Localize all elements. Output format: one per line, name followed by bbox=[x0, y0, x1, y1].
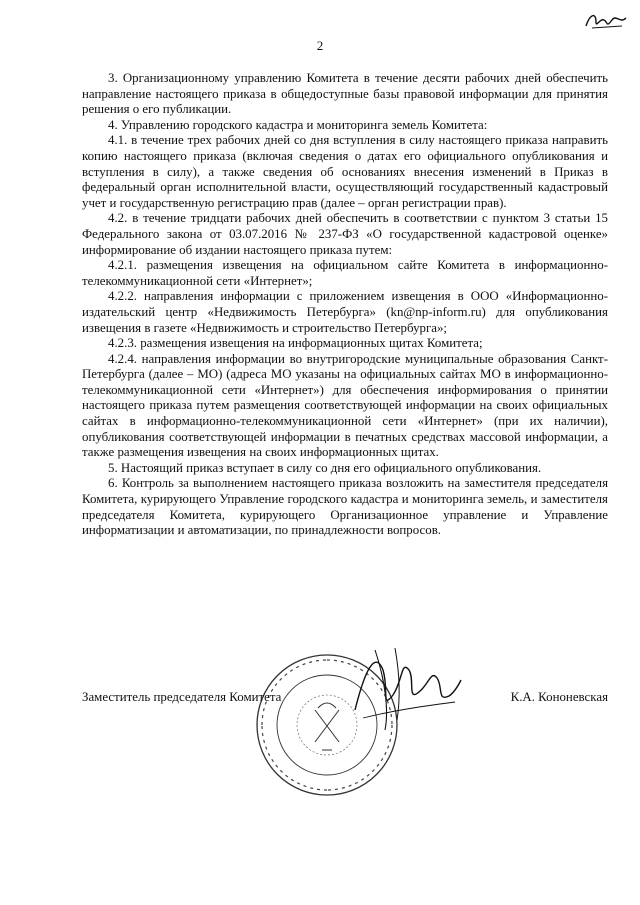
paragraph-4-2-1: 4.2.1. размещения извещения на официальном сайте Комитета в информационно-телекоммуникационной сети «Интернет»; bbox=[82, 258, 608, 288]
paragraph-4: 4. Управлению городского кадастра и мониторинга земель Комитета: bbox=[108, 117, 488, 132]
signer-title: Заместитель председателя Комитета bbox=[82, 690, 282, 704]
signature-block bbox=[82, 690, 608, 710]
paragraph-3: 3. Организационному управлению Комитета в течение десяти рабочих дней обеспечить направление настоящего приказа в общедоступные базы правовой информации для принятия решения о его публикации. bbox=[82, 71, 608, 117]
paragraph-5: 5. Настоящий приказ вступает в силу со дня его официального опубликования. bbox=[108, 460, 542, 475]
paragraph-6: 6. Контроль за выполнением настоящего приказа возложить на заместителя председателя Комитета, курирующего Управление городского кадастра и мониторинга земель, и заместителя председателя Комитета, курирующего Организационное управление и Управление информатизации и автоматизации, по принадлежности вопросов. bbox=[82, 476, 608, 538]
paragraph-4-2-4: 4.2.4. направления информации во внутригородские муниципальные образования Санкт-Петербурга (далее – МО) (адреса МО указаны на официальных сайтах МО в информационно-телекоммуникационной сети «Интернет») для обеспечения информирования о принятии настоящего приказа путем размещения соответствующей информации на своих официальных сайтах в информационно-телекоммуникационной сети «Интернет» (при их наличии), опубликования соответствующей информации в печатных средствах массовой информации, а также размещения извещения на своих информационных щитах. bbox=[82, 351, 608, 460]
handwritten-initials-mark bbox=[582, 6, 630, 34]
document-body bbox=[82, 71, 608, 539]
signer-name: К.А. Кононевская bbox=[510, 690, 608, 704]
handwritten-signature bbox=[345, 640, 465, 735]
paragraph-4-1: 4.1. в течение трех рабочих дней со дня вступления в силу настоящего приказа направить копию настоящего приказа (включая сведения о датах его официального опубликования и вступления в силу), а также сведения об основаниях внесения изменений в Приказ в федеральный орган исполнительной власти, осуществляющий государственный кадастровый учет и государственную регистрацию прав (далее – орган регистрации прав). bbox=[82, 133, 608, 210]
paragraph-4-2-2: 4.2.2. направления информации с приложением извещения в ООО «Информационно-издательский центр «Недвижимость Петербурга» (kn@np-inform.ru) для опубликования извещения в газете «Недвижимость и строительство Петербурга»; bbox=[82, 289, 608, 335]
paragraph-4-2-3: 4.2.3. размещения извещения на информационных щитах Комитета; bbox=[108, 336, 483, 351]
page-number: 2 bbox=[316, 38, 324, 53]
paragraph-4-2: 4.2. в течение тридцати рабочих дней обеспечить в соответствии с пунктом 3 статьи 15 Федерального закона от 03.07.2016 № 237-ФЗ «О государственной кадастровой оценке» информирование об издании настоящего приказа путем: bbox=[82, 211, 608, 257]
